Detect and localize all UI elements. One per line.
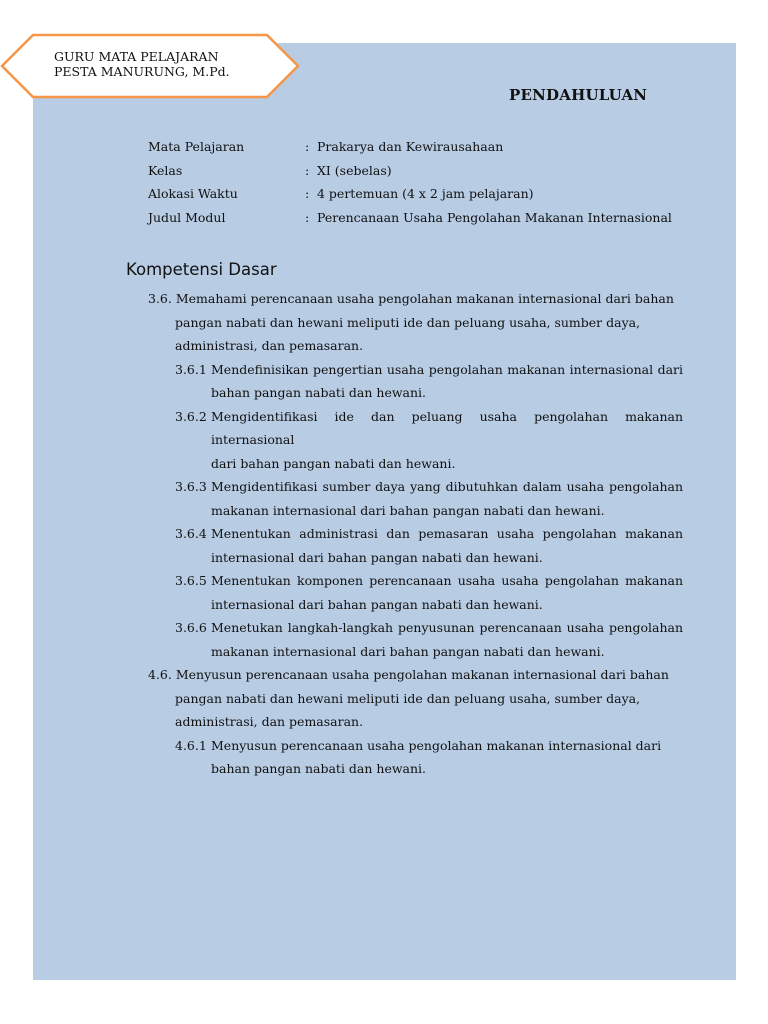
subitem-text: makanan internasional dari bahan pangan nabati dan hewani.: [211, 643, 605, 659]
subitem-number: 3.6.4: [175, 526, 207, 541]
teacher-badge: [0, 33, 300, 99]
subitem-text: internasional dari bahan pangan nabati dan hewani.: [211, 549, 543, 565]
kd-item-3-6: [148, 287, 683, 358]
badge-line-1: GURU MATA PELAJARAN: [54, 49, 219, 64]
info-label: Alokasi Waktu: [148, 186, 238, 201]
info-label: Judul Modul: [148, 209, 226, 225]
badge-text: [54, 49, 230, 79]
kd-subitem-3-6-5: [148, 569, 683, 616]
kd-subitem-3-6-4: [148, 522, 683, 569]
subitem-text: Menyusun perencanaan usaha pengolahan makanan internasional dari: [211, 737, 662, 753]
kd-subitem-3-6-2: [148, 405, 683, 476]
info-colon: :: [305, 186, 310, 201]
subitem-text: Mengidentifikasi sumber daya yang dibutuhkan dalam usaha pengolahan: [211, 479, 683, 494]
section-heading-kompetensi-dasar: Kompetensi Dasar: [126, 260, 277, 279]
subitem-text: Menentukan administrasi dan pemasaran usaha pengolahan makanan: [211, 526, 683, 541]
info-colon: :: [305, 209, 310, 225]
info-colon: :: [305, 162, 310, 178]
kd-text-line: pangan nabati dan hewani meliputi ide dan peluang usaha, sumber daya,: [175, 690, 641, 706]
kd-item-4-6: [148, 663, 683, 734]
subitem-number: 3.6.1: [175, 361, 207, 377]
subitem-text: bahan pangan nabati dan hewani.: [211, 385, 427, 400]
kompetensi-dasar-list: [148, 287, 683, 781]
info-value: Prakarya dan Kewirausahaan: [317, 139, 504, 154]
info-value: XI (sebelas): [317, 162, 392, 178]
kd-text-line: 4.6. Menyusun perencanaan usaha pengolahan makanan internasional dari bahan: [148, 667, 669, 682]
page-title: PENDAHULUAN: [509, 86, 648, 104]
kd-text-line: pangan nabati dan hewani meliputi ide dan peluang usaha, sumber daya,: [175, 314, 641, 330]
subitem-text: internasional dari bahan pangan nabati dan hewani.: [211, 596, 543, 612]
subitem-text: Menentukan komponen perencanaan usaha usaha pengolahan makanan: [211, 573, 683, 588]
subitem-number: 4.6.1: [175, 737, 207, 753]
subitem-number: 3.6.6: [175, 620, 207, 635]
module-info: [148, 139, 672, 233]
kd-text-line: administrasi, dan pemasaran.: [175, 338, 364, 353]
subitem-number: 3.6.3: [175, 479, 207, 494]
subitem-text: Mengidentifikasi ide dan peluang usaha pengolahan makanan internasional: [211, 408, 683, 447]
subitem-number: 3.6.2: [175, 408, 207, 424]
kd-subitem-3-6-3: [148, 475, 683, 522]
info-row: [148, 210, 672, 234]
info-row: [148, 163, 672, 187]
kd-text-line: administrasi, dan pemasaran.: [175, 714, 364, 729]
info-label: Mata Pelajaran: [148, 139, 245, 154]
info-value: 4 pertemuan (4 x 2 jam pelajaran): [317, 186, 534, 201]
info-value: Perencanaan Usaha Pengolahan Makanan Internasional: [317, 209, 672, 225]
subitem-text: makanan internasional dari bahan pangan nabati dan hewani.: [211, 502, 605, 518]
kd-subitem-3-6-1: [148, 358, 683, 405]
info-row: [148, 186, 672, 210]
subitem-number: 3.6.5: [175, 573, 207, 588]
info-colon: :: [305, 139, 310, 154]
info-label: Kelas: [148, 162, 183, 178]
subitem-text: bahan pangan nabati dan hewani.: [211, 761, 427, 776]
subitem-text: Menetukan langkah-langkah penyusunan perencanaan usaha pengolahan: [211, 620, 683, 635]
info-row: [148, 139, 672, 163]
subitem-text: Mendefinisikan pengertian usaha pengolahan makanan internasional dari: [211, 361, 683, 377]
kd-subitem-4-6-1: [148, 734, 683, 781]
subitem-text: dari bahan pangan nabati dan hewani.: [211, 455, 456, 471]
kd-subitem-3-6-6: [148, 616, 683, 663]
kd-text-line: 3.6. Memahami perencanaan usaha pengolahan makanan internasional dari bahan: [148, 291, 674, 306]
badge-line-2: PESTA MANURUNG, M.Pd.: [54, 64, 230, 79]
